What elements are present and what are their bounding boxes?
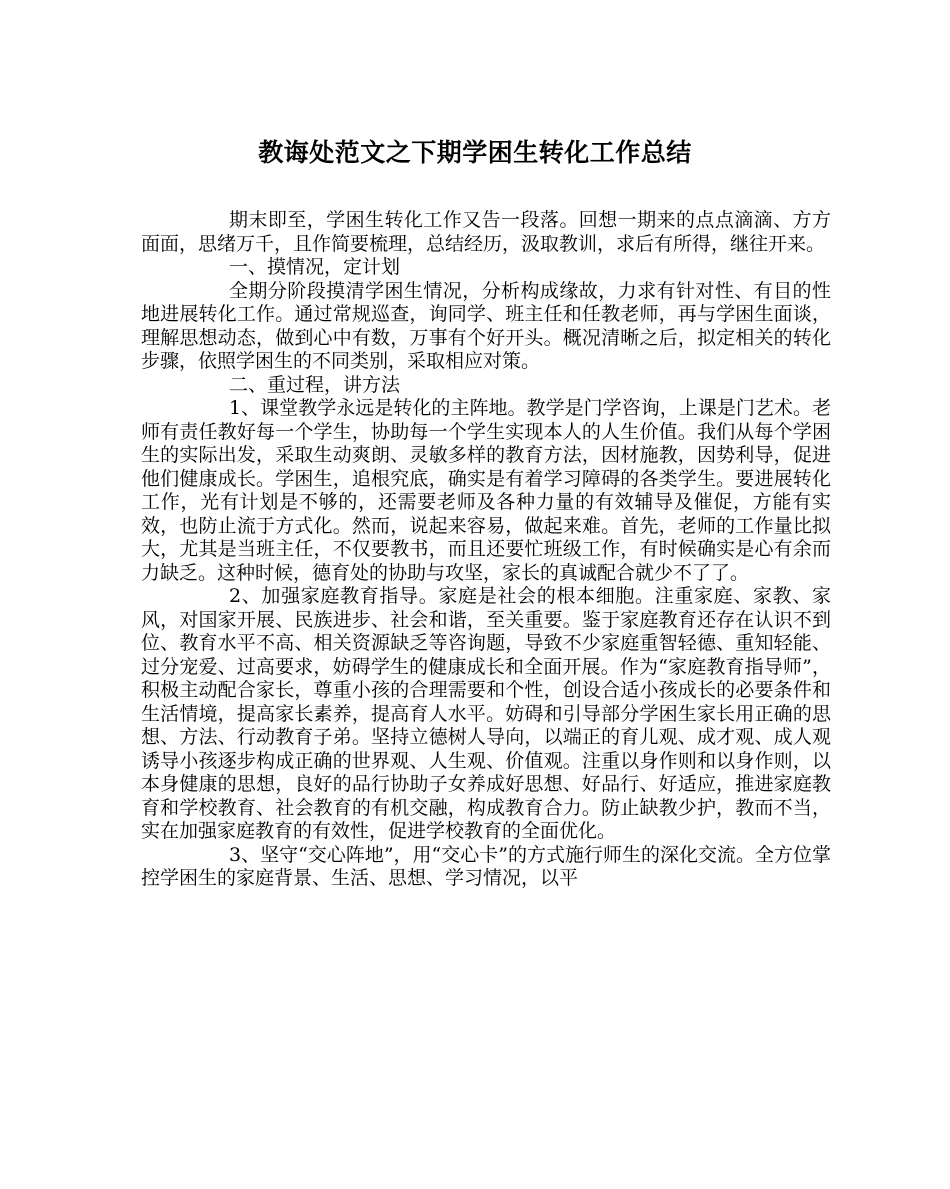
paragraph-heart-exchange: 3、坚守“交心阵地”，用“交心卡”的方式施行师生的深化交流。全方位掌控学困生的家庭背景、生活、思想、学习情况，以平	[141, 843, 831, 889]
section-heading-2: 二、重过程，讲方法	[229, 373, 401, 396]
document-body	[141, 209, 831, 891]
document-title: 教诲处范文之下期学困生转化工作总结	[258, 138, 692, 167]
paragraph-classroom: 1、课堂教学永远是转化的主阵地。教学是门学咨询，上课是门艺术。老师有责任教好每一个学生，协助每一个学生实现本人的人生价值。我们从每个学困生的实际出发，采取生动爽朗、灵敏多样的教育方法，因材施教，因势利导，促进他们健康成长。学困生，追根究底，确实是有着学习障碍的各类学生。要进展转化工作，光有计划是不够的，还需要老师及各种力量的有效辅导及催促，方能有实效，也防止流于方式化。然而，说起来容易，做起来难。首先，老师的工作量比拟大，尤其是当班主任，不仅要教书，而且还要忙班级工作，有时候确实是心有余而力缺乏。这种时候，德育处的协助与攻坚，家长的真诚配合就少不了了。	[141, 397, 831, 584]
paragraph-intro: 期末即至，学困生转化工作又告一段落。回想一期来的点点滴滴、方方面面，思绪万千，且作简要梳理，总结经历，汲取教训，求后有所得，继往开来。	[141, 209, 831, 255]
section-heading-1: 一、摸情况，定计划	[229, 256, 401, 278]
paragraph-plan: 全期分阶段摸清学困生情况，分析构成缘故，力求有针对性、有目的性地进展转化工作。通过常规巡查，询同学、班主任和任教老师，再与学困生面谈，理解思想动态，做到心中有数，万事有个好开头。概况清晰之后，拟定相关的转化步骤，依照学困生的不同类别，采取相应对策。	[141, 279, 831, 372]
paragraph-family: 2、加强家庭教育指导。家庭是社会的根本细胞。注重家庭、家教、家风，对国家开展、民族进步、社会和谐，至关重要。鉴于家庭教育还存在认识不到位、教育水平不高、相关资源缺乏等咨询题，导致不少家庭重智轻德、重知轻能、过分宠爱、过高要求，妨碍学生的健康成长和全面开展。作为“家庭教育指导师”，积极主动配合家长，尊重小孩的合理需要和个性，创设合适小孩成长的必要条件和生活情境，提高家长素养，提高育人水平。妨碍和引导部分学困生家长用正确的思想、方法、行动教育子弟。坚持立德树人导向，以端正的育儿观、成才观、成人观诱导小孩逐步构成正确的世界观、人生观、价值观。注重以身作则和以身作则，以本身健康的思想，良好的品行协助子女养成好思想、好品行、好适应，推进家庭教育和学校教育、社会教育的有机交融，构成教育合力。防止缺教少护，教而不当，实在加强家庭教育的有效性，促进学校教育的全面优化。	[141, 585, 831, 842]
